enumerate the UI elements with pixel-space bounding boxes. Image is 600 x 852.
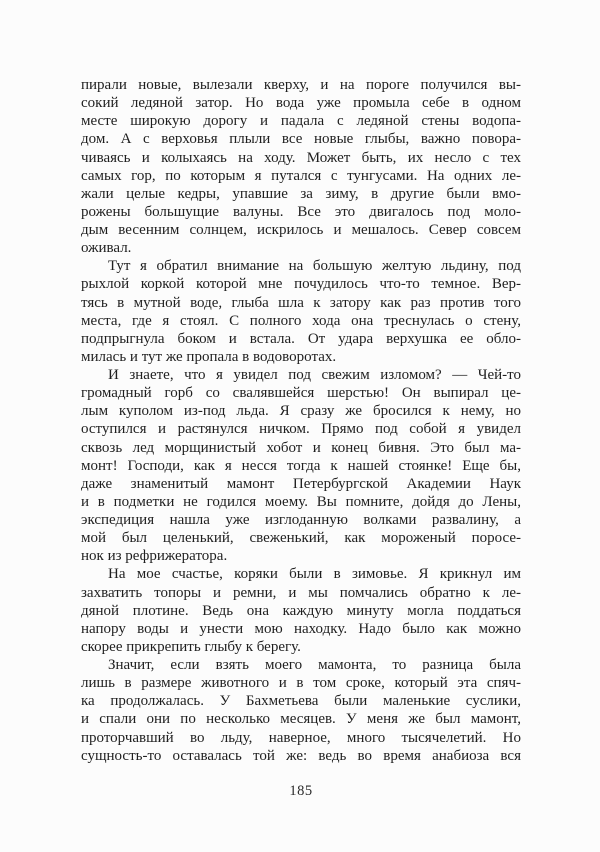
text-line: сущность-то оставалась той же: ведь во время анабиоза вся: [81, 747, 521, 764]
text-line: самых гор, по которым я путался с тунгусами. На одних ле-: [81, 167, 521, 184]
text-line: Значит, если взять моего мамонта, то разница была: [108, 657, 521, 673]
text-line: даже знаменитый мамонт Петербургской Академии Наук: [81, 475, 521, 492]
text-line: сокий ледяной затор. Но вода уже промыла себе в одном: [81, 95, 521, 112]
text-line: проторчавший во льду, наверное, много тысячелетий. Но: [81, 729, 521, 746]
text-line: рыхлой коркой которой мне почудилось что-то темное. Вер-: [81, 276, 521, 293]
paragraph: [81, 366, 521, 565]
paragraph: [81, 565, 521, 656]
paragraph: [81, 656, 521, 765]
text-line: мой был целенький, свеженький, как мороженый поросе-: [81, 530, 521, 547]
text-line: И знаете, что я увидел под свежим изломом? — Чей-то: [108, 367, 521, 383]
text-line: захватить топоры и ремни, и мы помчались обратно к ле-: [81, 584, 521, 601]
paragraph: [81, 76, 521, 257]
text-line: пирали новые, вылезали кверху, и на пороге получился вы-: [81, 77, 521, 93]
text-line: дом. А с верховья плыли все новые глыбы, важно повора-: [81, 131, 521, 148]
text-line: места, где я стоял. С полного хода она треснулась о стену,: [81, 312, 521, 329]
text-line: дым весенним солнцем, искрилось и мешалось. Север совсем: [81, 222, 521, 238]
text-line: скорее прикрепить глыбу к берегу.: [81, 638, 301, 655]
text-line: монт! Господи, как я несся тогда к нашей стоянке! Еще бы,: [81, 457, 521, 474]
text-line: жали целые кедры, упавшие за зиму, в другие были вмо-: [81, 185, 521, 202]
text-line: На мое счастье, коряки были в зимовье. Я крикнул им: [108, 566, 521, 583]
text-line: месте широкую дорогу и падала с ледяной стены водопа-: [81, 113, 521, 130]
text-line: лишь в размере животного и в том сроке, который эта спяч-: [81, 675, 521, 692]
text-line: и спали они по несколько месяцев. У меня же был мамонт,: [81, 711, 521, 728]
text-line: рожены большущие валуны. Все это двигалось под моло-: [81, 203, 521, 220]
text-line: громадный горб со свалявшейся шерстью! Он выпирал це-: [81, 385, 521, 402]
text-line: оступился и растянулся ничком. Прямо под собой я увидел: [81, 421, 521, 438]
text-line: чиваясь и колыхаясь на ходу. Может быть, их несло с тех: [81, 149, 521, 166]
page-text: [81, 76, 521, 765]
text-line: Тут я обратил внимание на большую желтую льдину, под: [108, 258, 521, 275]
text-line: лым куполом из-под льда. Я сразу же бросился к нему, но: [81, 403, 521, 420]
text-line: оживал.: [81, 240, 132, 257]
text-line: ка продолжалась. У Бахметьева были маленькие суслики,: [81, 693, 521, 710]
text-line: экспедиция нашла уже изглоданную волками развалину, а: [81, 512, 521, 528]
page-number: 185: [289, 783, 313, 799]
text-line: дяной плотине. Ведь она каждую минуту могла поддаться: [81, 602, 521, 619]
text-line: напору воды и унести мою находку. Надо было как можно: [81, 620, 521, 637]
text-line: тясь в мутной воде, глыба шла к затору как раз против того: [81, 294, 521, 311]
text-line: сквозь лед морщинистый хобот и конец бивня. Это был ма-: [81, 439, 521, 456]
text-line: подпрыгнула боком и встала. От удара верхушка ее обло-: [81, 330, 521, 347]
text-line: и в подметки не годился моему. Вы помните, дойдя до Лены,: [81, 493, 521, 510]
text-line: милась и тут же пропала в водоворотах.: [81, 348, 337, 365]
paragraph: [81, 257, 521, 366]
text-line: нок из рефрижератора.: [81, 548, 228, 565]
